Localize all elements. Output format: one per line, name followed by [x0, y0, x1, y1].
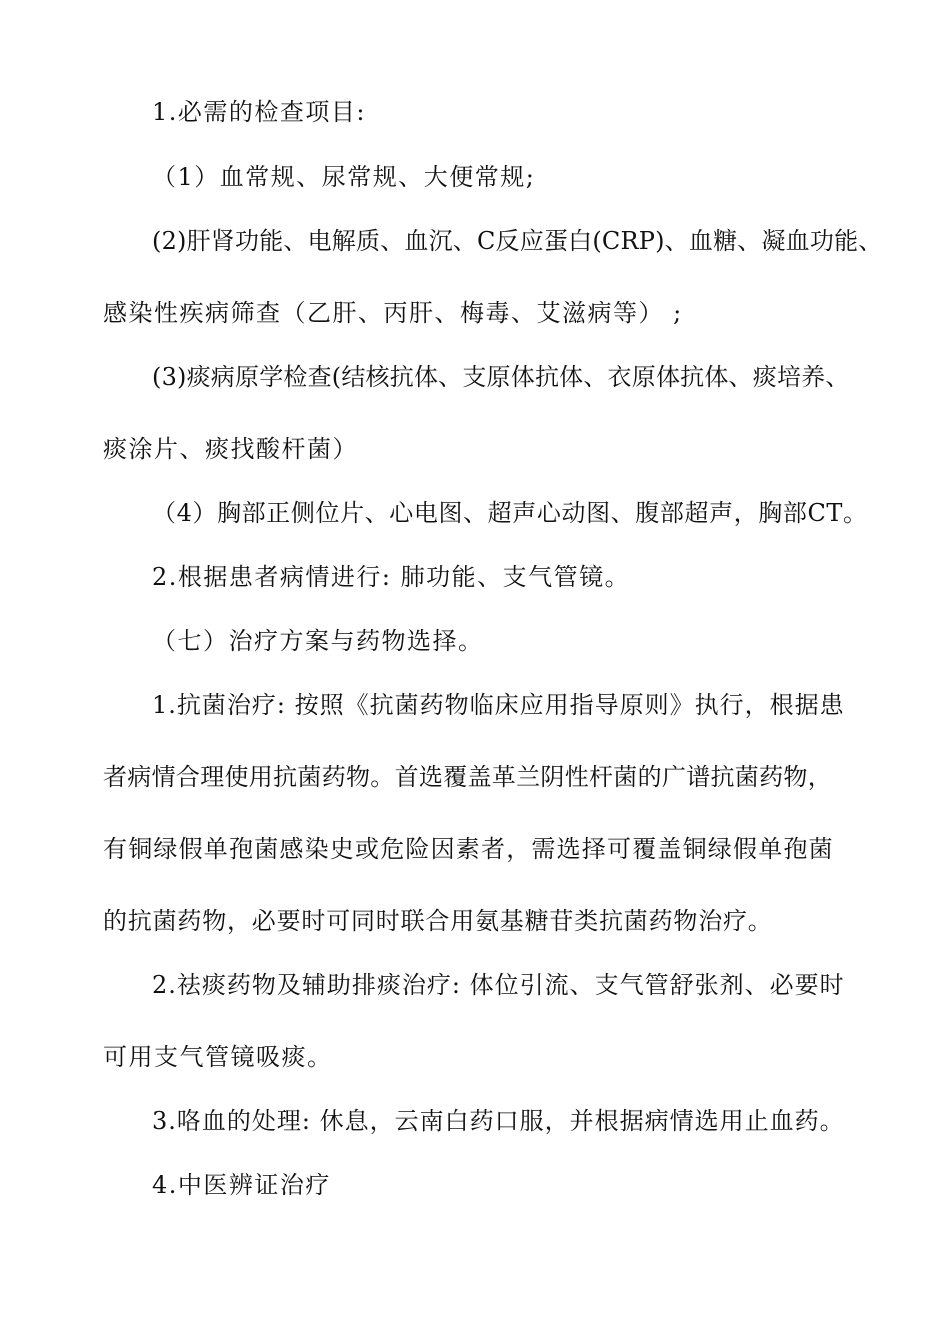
text-line-4: 感染性疾病筛查（乙肝、丙肝、梅毒、艾滋病等） ; — [103, 299, 683, 327]
text-line-10: 1.抗菌治疗: 按照《抗菌药物临床应用指导原则》执行，根据患 — [152, 691, 845, 719]
text-line-6: 痰涂片、痰找酸杆菌） — [103, 435, 358, 463]
text-line-7: （4）胸部正侧位片、心电图、超声心动图、腹部超声，胸部CT。 — [152, 499, 868, 527]
text-line-8: 2.根据患者病情进行: 肺功能、支气管镜。 — [152, 563, 631, 591]
text-line-13: 的抗菌药物，必要时可同时联合用氨基糖苷类抗菌药物治疗。 — [103, 907, 773, 935]
text-line-2: （1）血常规、尿常规、大便常规; — [152, 163, 536, 191]
text-line-12: 有铜绿假单孢菌感染史或危险因素者，需选择可覆盖铜绿假单孢菌 — [103, 835, 834, 863]
text-line-1: 1.必需的检查项目: — [152, 98, 366, 126]
text-line-5: (3)痰病原学检查(结核抗体、支原体抗体、衣原体抗体、痰培养、 — [152, 363, 850, 391]
text-line-15: 可用支气管镜吸痰。 — [103, 1043, 333, 1071]
text-line-17: 4.中医辨证治疗 — [152, 1171, 331, 1199]
text-line-11: 者病情合理使用抗菌药物。首选覆盖革兰阴性杆菌的广谱抗菌药物， — [103, 763, 832, 791]
text-line-14: 2.祛痰药物及辅助排痰治疗: 体位引流、支气管舒张剂、必要时 — [152, 971, 845, 999]
text-line-3: (2)肝肾功能、电解质、血沉、C反应蛋白(CRP)、血糖、凝血功能、 — [152, 227, 883, 255]
text-line-16: 3.咯血的处理: 休息，云南白药口服，并根据病情选用止血药。 — [152, 1107, 845, 1135]
text-line-9: （七）治疗方案与药物选择。 — [152, 627, 484, 655]
